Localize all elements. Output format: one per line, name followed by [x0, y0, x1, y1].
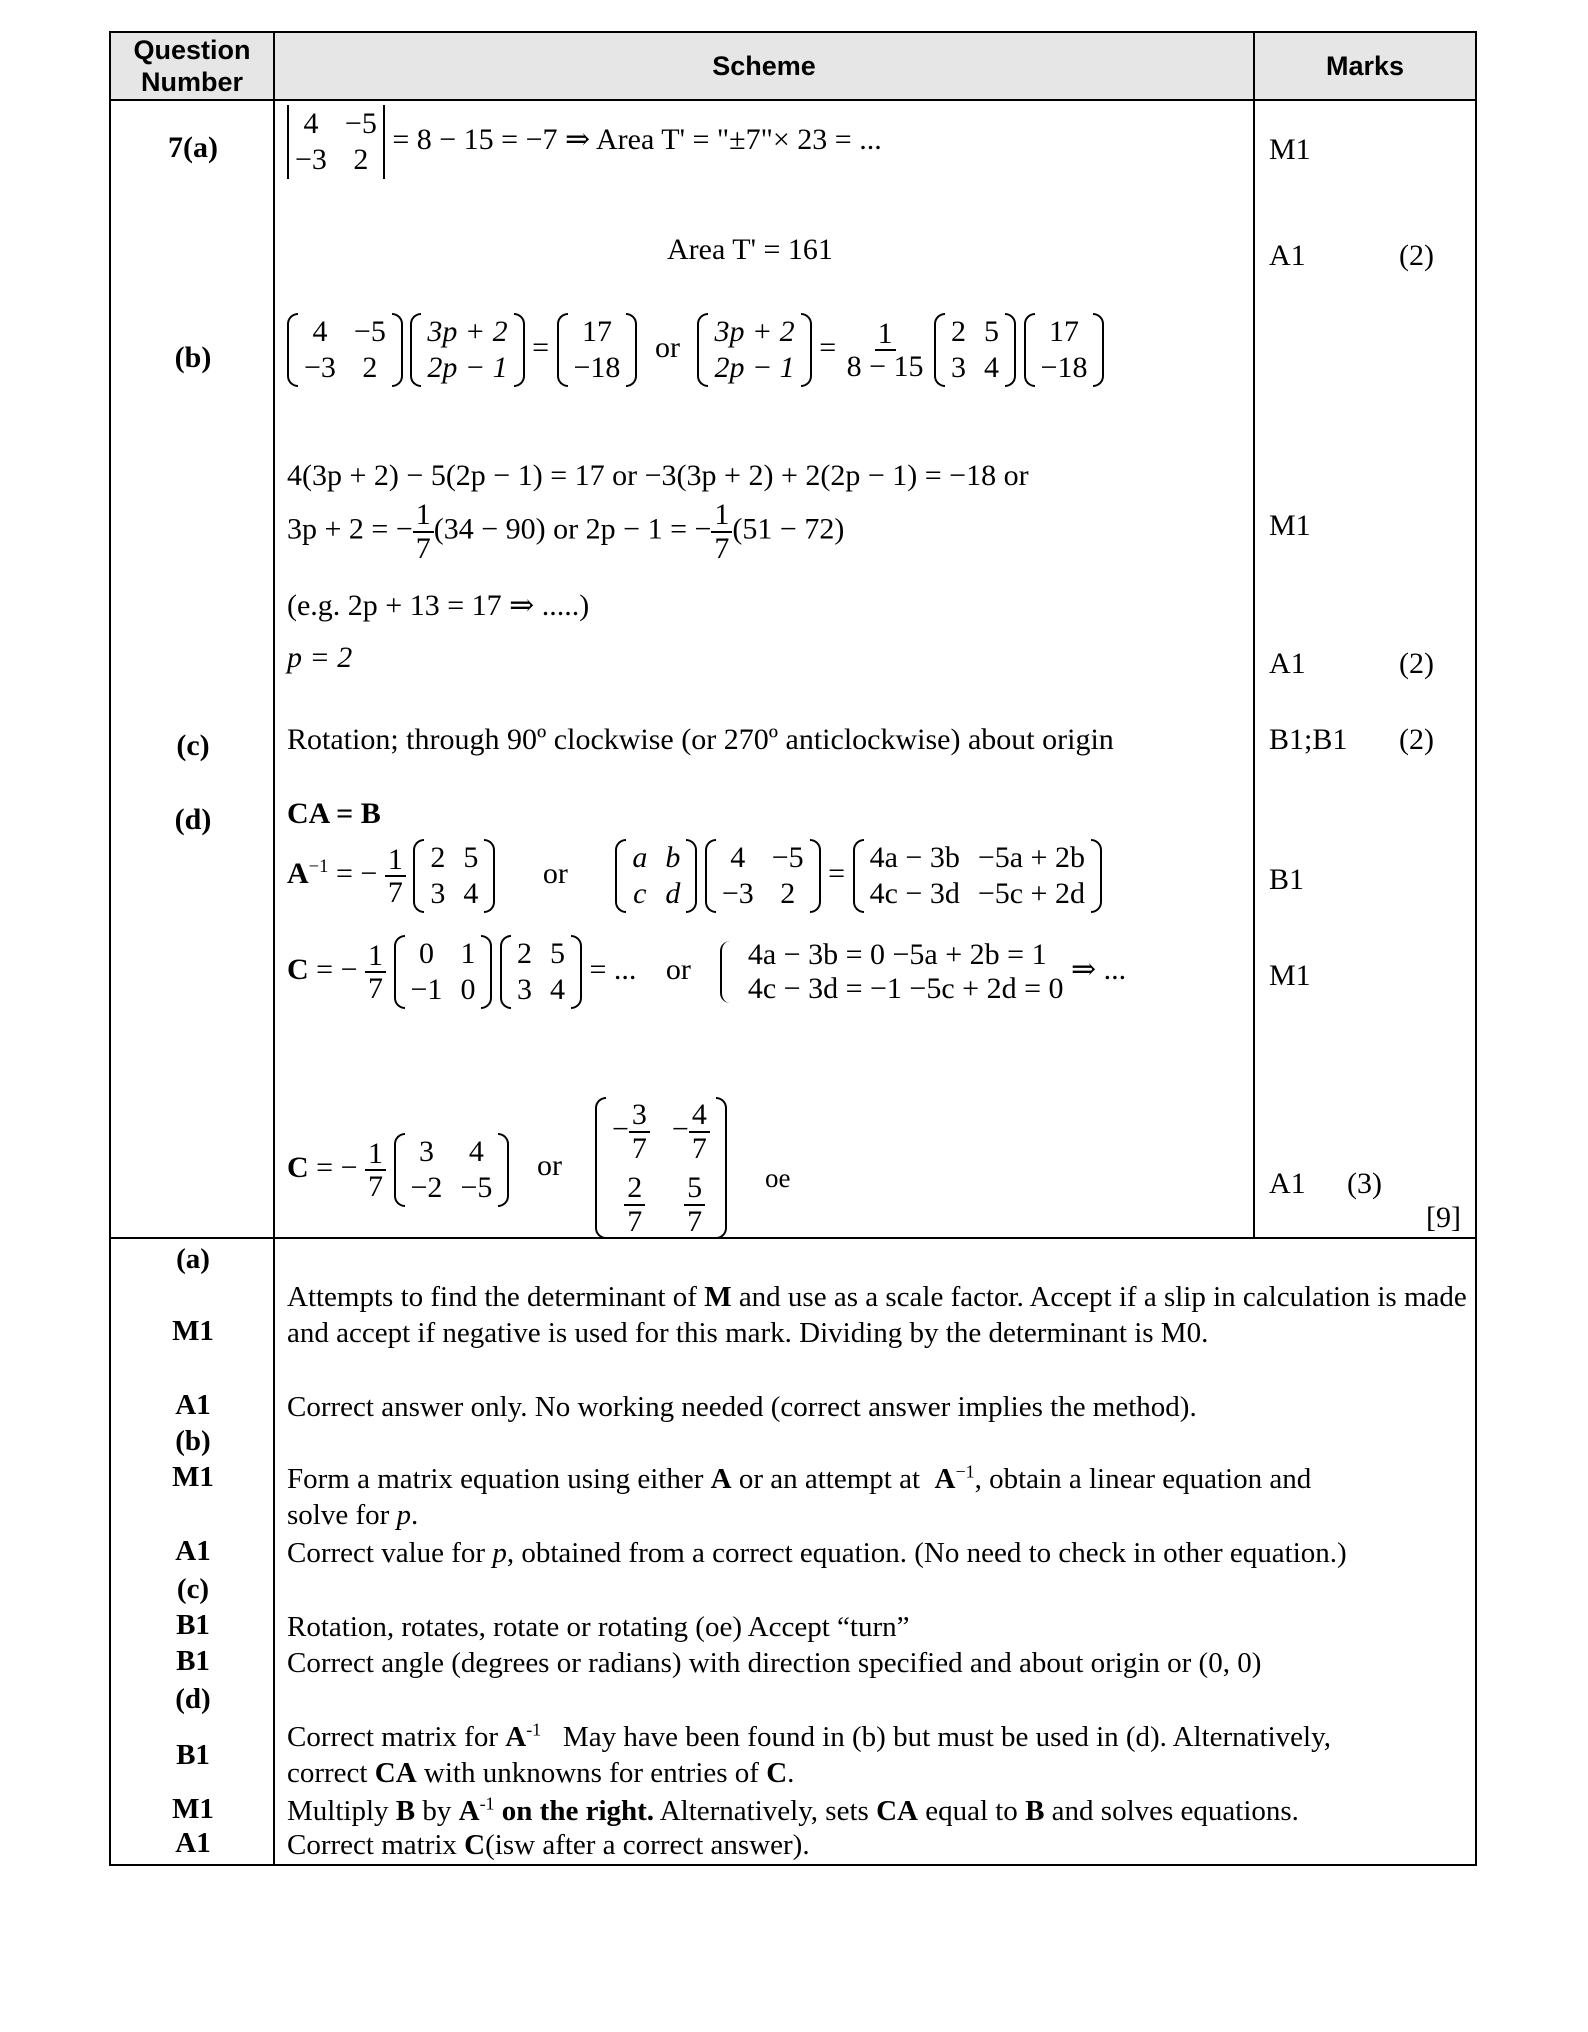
note-c-b1a: Rotation, rotates, rotate or rotating (oe) Accept “turn”	[287, 1611, 910, 1643]
part-b-matrix-equation: 4 −5 −3 2 3p + 2 2p − 1 = 17 −18 or 3p + 2 2p − 1 = $\frac{1}{8 - 15}$ 2 5 3 4 17 −18	[287, 313, 1104, 387]
mark-b-a1: A1	[1269, 647, 1306, 680]
mark-b-m1: M1	[1269, 509, 1311, 542]
mark-d-b1: B1	[1269, 863, 1305, 896]
part-b-eq2: 3p + 2 = − $\frac{1}{7}$ (34 − 90) or 2p − 1 = − $\frac{1}{7}$ (51 − 72)	[287, 498, 845, 565]
notes-table	[109, 1237, 1477, 1866]
notes-text	[274, 1238, 1476, 1865]
note-label-d-a1: A1	[175, 1827, 211, 1859]
header-marks: Marks	[1254, 32, 1476, 100]
note-a-a1: Correct answer only. No working needed (correct answer implies the method).	[287, 1391, 1197, 1423]
part-d-or3: or	[537, 1149, 562, 1182]
notes-row	[110, 1238, 1476, 1865]
part-a-working	[287, 105, 882, 179]
note-label-c-b1a: B1	[176, 1609, 210, 1641]
note-d-m1: Multiply B by $A^{-1}$ on the right. Alternatively, sets CA equal to B and solves equations.	[287, 1793, 1299, 1827]
note-label-d-m1: M1	[172, 1793, 214, 1825]
note-label-a-a1: A1	[175, 1389, 211, 1421]
mark-a-m1: M1	[1269, 133, 1311, 166]
note-label-b: (b)	[175, 1425, 211, 1457]
part-a-line2: Area T' = 161	[667, 233, 833, 266]
part-d-oe: oe	[765, 1163, 791, 1193]
note-label-a: (a)	[176, 1243, 210, 1275]
mark-d-a1: A1	[1269, 1167, 1306, 1200]
part-d-c-working: C = − $\frac{1}{7}$ 0 1 −1 0 2 5 3 4 = ... or 4a − 3b = 0 −5a + 2b = 1 4c − 3d = −1 −5c + 2d = 0 ⇒ ...	[287, 935, 1126, 1009]
note-b-m1: Form a matrix equation using either A or an attempt at $A^{-1}$, obtain a linear equation and solve for p.	[287, 1461, 1312, 1531]
header-scheme: Scheme	[274, 32, 1254, 100]
part-d-ainv: $A^{-1}$ = − $\frac{1}{7}$ 2 5 3 4 or a b c d 4 −5 −3 2 = 4a − 3b −5a + 2b 4c − 3d −5c + 2d	[287, 839, 1102, 913]
part-a-line1: = 8 − 15 = −7 ⇒ Area T' = "±7"× 23 = ...	[392, 122, 882, 156]
scheme-table	[109, 31, 1477, 1239]
answers-row	[110, 100, 1476, 1238]
label-d: (d)	[174, 803, 212, 836]
mark-c: B1;B1	[1269, 723, 1348, 756]
note-a-m1: Attempts to find the determinant of M and use as a scale factor. Accept if a slip in calculation is made and accept if negative is used for this mark. Dividing by the determinant is M0.	[287, 1281, 1467, 1349]
note-label-c: (c)	[176, 1573, 210, 1605]
part-d-c-final: C = − $\frac{1}{7}$ 3 4 −2 −5	[287, 1133, 509, 1207]
mark-d-m1: M1	[1269, 959, 1311, 992]
mark-c-total: (2)	[1399, 723, 1434, 756]
question-total: [9]	[1426, 1201, 1461, 1234]
part-b-eq4: p = 2	[287, 641, 353, 674]
mark-b-total: (2)	[1399, 647, 1434, 680]
note-label-a-m1: M1	[172, 1315, 214, 1347]
marks-column	[1254, 100, 1476, 1238]
mark-d-total: (3)	[1347, 1167, 1382, 1200]
note-label-b-m1: M1	[172, 1461, 214, 1493]
note-label-d-b1: B1	[176, 1739, 210, 1771]
note-b-a1: Correct value for p, obtained from a correct equation. (No need to check in other equation.)	[287, 1537, 1347, 1569]
header-row	[110, 32, 1476, 100]
header-question-number: Question Number	[110, 32, 274, 100]
note-label-c-b1b: B1	[176, 1645, 210, 1677]
label-c: (c)	[176, 729, 210, 762]
labels-column	[110, 100, 274, 1238]
note-label-b-a1: A1	[175, 1535, 211, 1567]
mark-a-total: (2)	[1399, 239, 1434, 272]
determinant: 4 −5 −3 2	[287, 105, 385, 179]
notes-labels	[110, 1238, 274, 1865]
scheme-column	[274, 100, 1254, 1238]
label-7a: 7(a)	[168, 131, 218, 164]
part-c-text: Rotation; through 90º clockwise (or 270º anticlockwise) about origin	[287, 723, 1114, 756]
note-d-a1: Correct matrix C(isw after a correct answer).	[287, 1829, 810, 1861]
mark-scheme-page	[109, 31, 1477, 1866]
note-c-b1b: Correct angle (degrees or radians) with direction specified and about origin or (0, 0)	[287, 1647, 1262, 1679]
part-d-frac-matrix: − $\frac{3}{7}$ − $\frac{4}{7}$ $\frac{2}{7}$ $\frac{5}{7}$	[595, 1097, 727, 1239]
part-b-eq1: 4(3p + 2) − 5(2p − 1) = 17 or −3(3p + 2) + 2(2p − 1) = −18 or	[287, 459, 1029, 492]
part-b-eq3: (e.g. 2p + 13 = 17 ⇒ .....)	[287, 589, 590, 622]
part-d-ca-b: CA = B	[287, 797, 381, 830]
mark-a-a1: A1	[1269, 239, 1306, 272]
label-b: (b)	[174, 341, 212, 374]
note-label-d: (d)	[175, 1683, 211, 1715]
note-d-b1: Correct matrix for $A^{-1}$ May have been found in (b) but must be used in (d). Alternatively, correct CA with unknowns for entries of C.	[287, 1719, 1331, 1789]
